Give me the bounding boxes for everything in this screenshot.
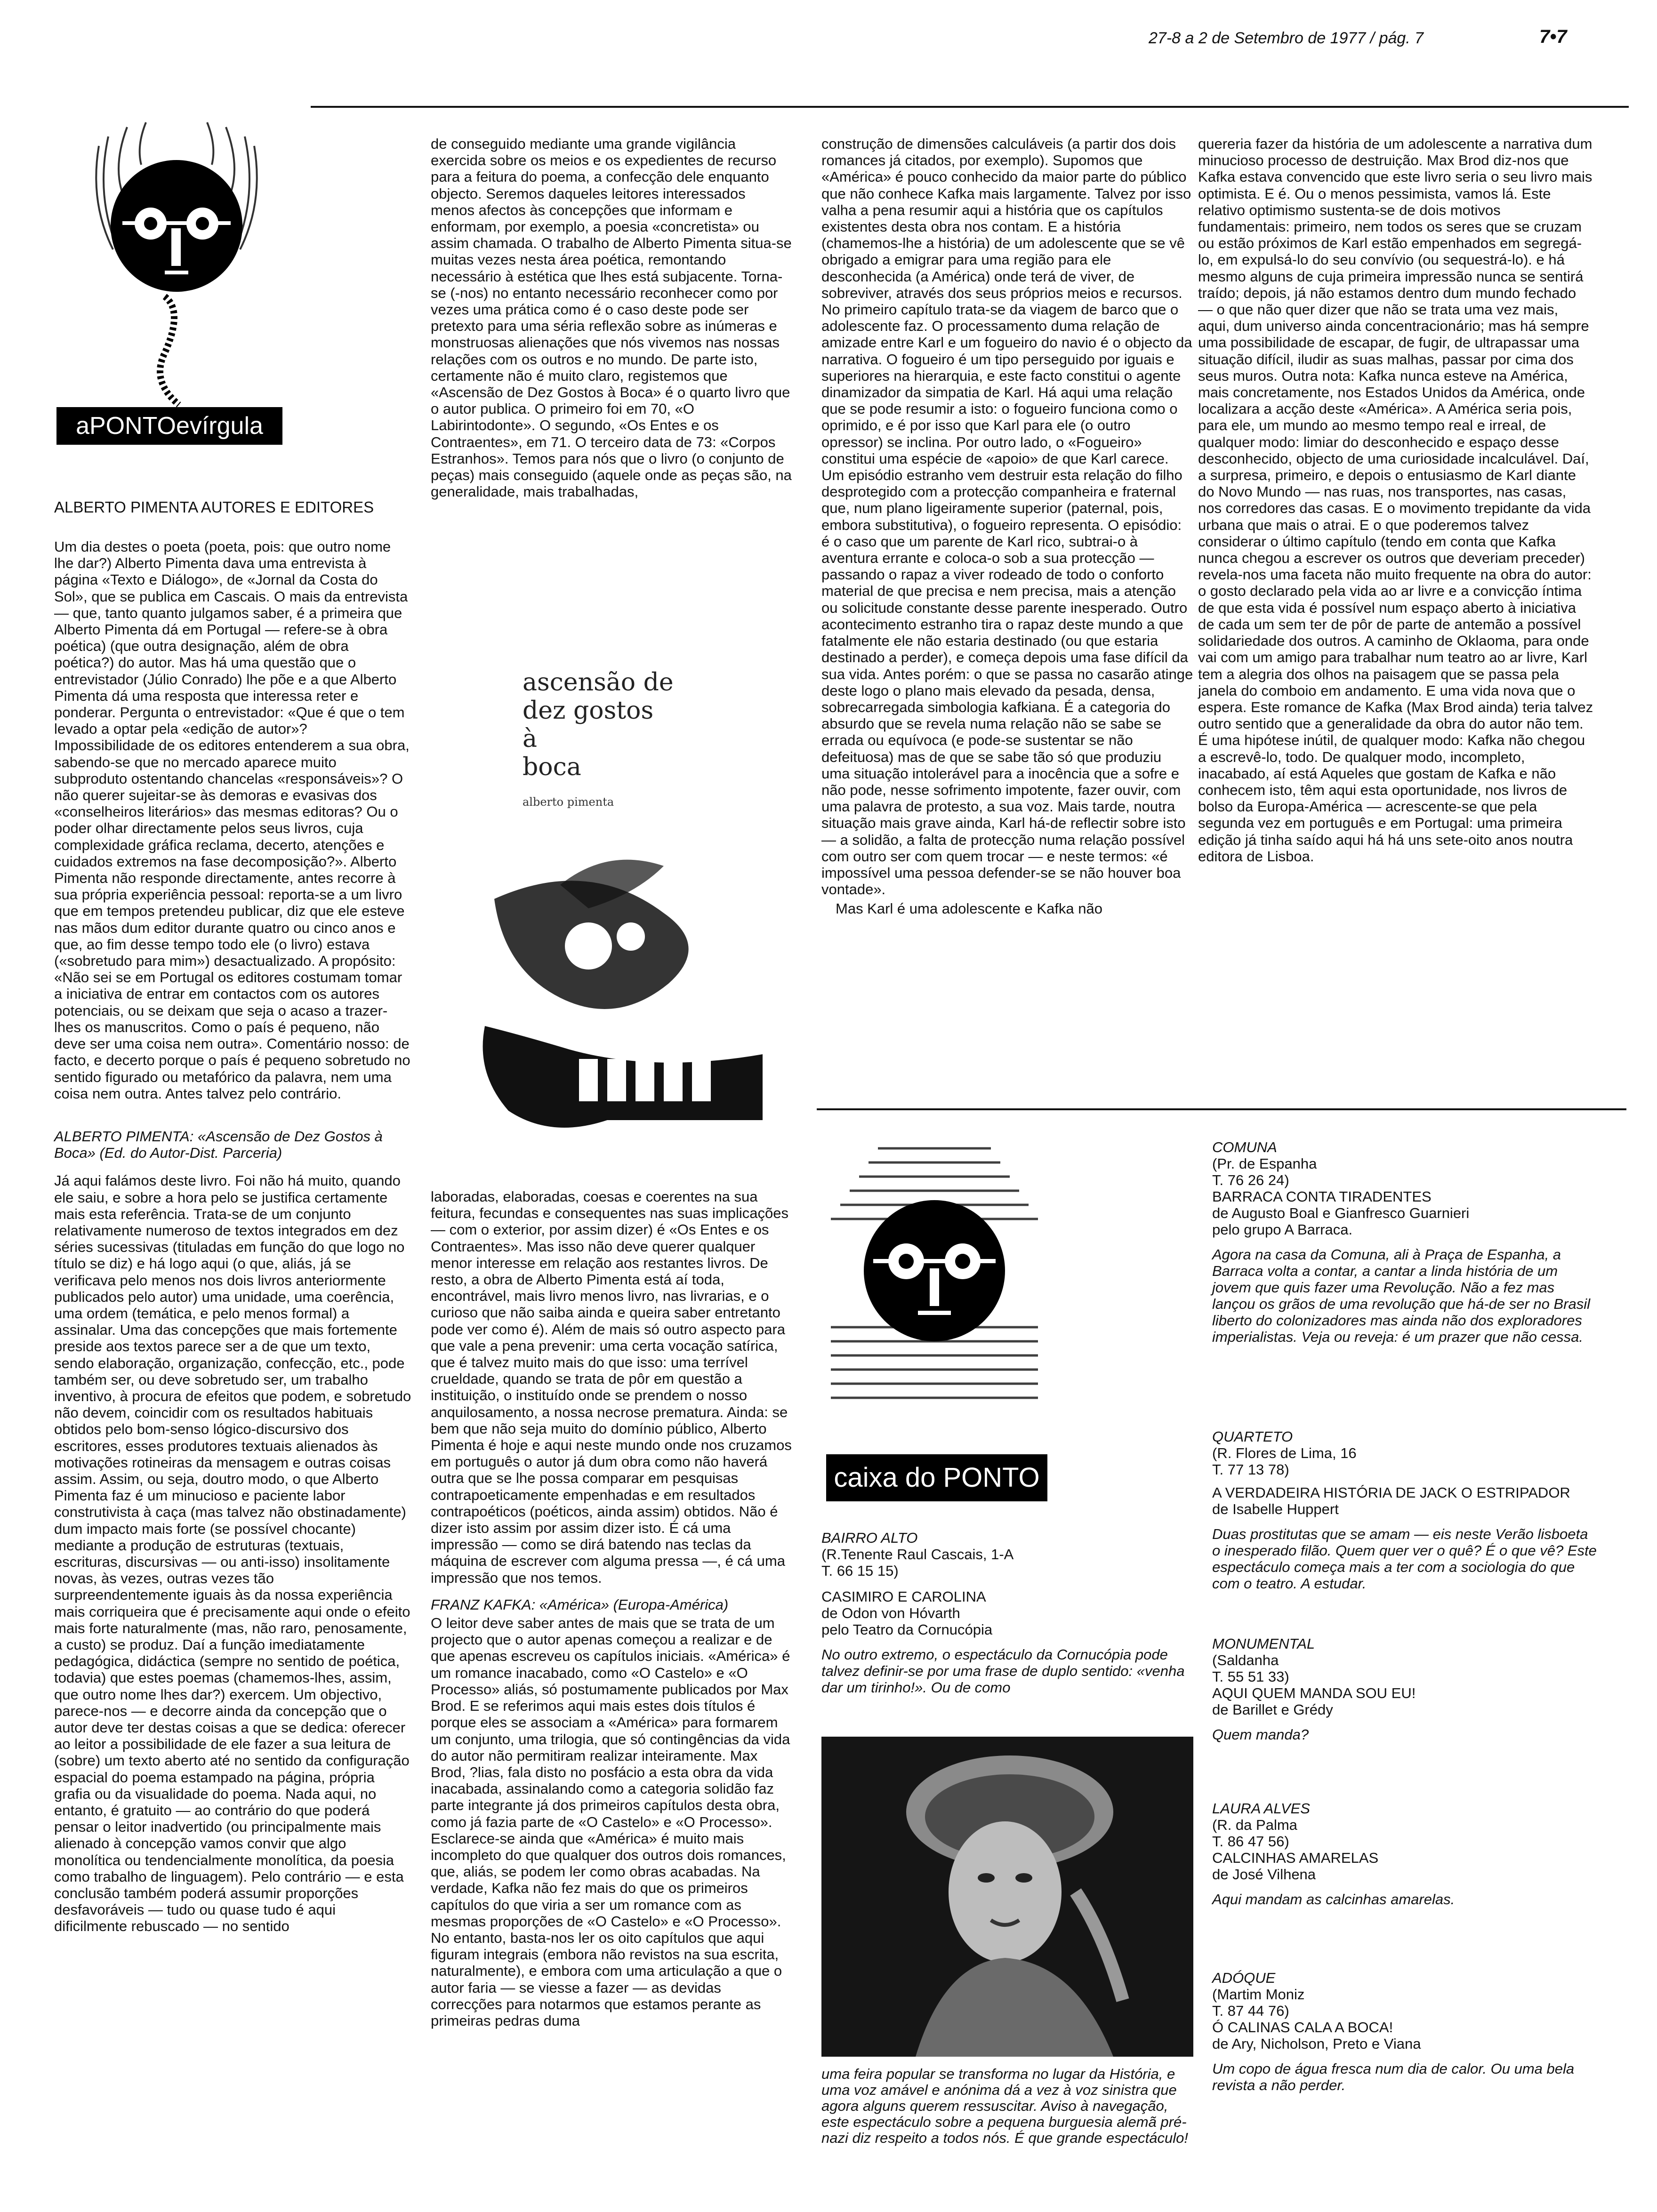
article-column-2-top: [431, 136, 793, 503]
show-credit: pelo Teatro da Cornucópia: [821, 1621, 993, 1638]
venue-phone: T. 87 44 76): [1212, 2003, 1289, 2019]
article-paragraph: Mas Karl é uma adolescente e Kafka não: [836, 900, 1102, 917]
venue-name: MONUMENTAL: [1212, 1635, 1315, 1652]
section-logo-label: aPONTOevírgula: [56, 407, 282, 445]
article-paragraph: construção de dimensões calculáveis (a partir dos dois romances já citados, por exemplo). Supomos que «América» é pouco conhecido da maior parte do público que não conhece Kafka mais largamente. Talvez por isso valha a pena resumir aqui a história que os capítulos existentes desta obra nos contam. E a história (chamemos-lhe a história) de um adolescente que se vê obrigado a emigrar para uma região para ele desconhecida (a América) onde terá de viver, de sobreviver, através dos seus próprios meios e recursos. No primeiro capítulo trata-se da viagem de barco que o adolescente faz. O processamento duma relação de amizade entre Karl e um fogueiro do navio é o objecto da narrativa. O fogueiro é um tipo perseguido por iguais e superiores na hierarquia, e este facto constitui o agente dinamizador da simpatia de Karl. Há aqui uma relação que se pode resumir a isto: o fogueiro funciona como o oprimido, e é por isso que Karl para ele (o outro opressor) se inclina. Por outro lado, o «Fogueiro» constitui uma espécie de «apoio» de que Karl carece. Um episódio estranho vem destruir esta relação do filho desprotegido com a protecção companheira e fraternal que, num plano ligeiramente superior (paternal, pois, embora substitutiva), o fogueiro representa. O episódio: é o caso que um parente de Karl rico, subtrai-o à aventura errante e coloca-o sob a sua protecção — passando o rapaz a viver rodeado de todo o conforto material de que precisa e nem precisa, mais a atenção ou solicitude constante desse parente inesperado. Outro acontecimento estranho tira o rapaz deste mundo a que fatalmente ele não estaria destinado (ou que estaria destinado a perder), e começa depois uma fase difícil da sua vida. Antes porém: o que se passa no casarão atinge deste logo o plano mais elevado da pesada, densa, sobrecarregada simbologia kafkiana. É a categoria do absurdo que se revela numa relação não se sabe se errada ou equívoca (e pode-se sustentar se não defeituosa) mas de que se sabe tão só que produziu uma situação intolerável para a inocência que a sofre e não pode, nesse sofrimento impotente, fazer ouvir, com uma palavra de protesto, a sua voz. Mais tarde, noutra situação mais grave ainda, Karl há-de reflectir sobre isto — a solidão, a falta de protecção numa relação possível com outro ser com quem trocar — e neste termos: «é impossível uma pessoa defender-se se não houver boa vontade».: [821, 136, 1193, 898]
venue-name: LAURA ALVES: [1212, 1800, 1310, 1817]
section-divider: [817, 1108, 1626, 1110]
theatre-listing: [1212, 1428, 1598, 1592]
show-credit: de José Vilhena: [1212, 1866, 1316, 1883]
show-description: No outro extremo, o espectáculo da Cornucópia pode talvez definir-se por uma frase de duplo sentido: «venha dar um tirinho!». Ou de como: [821, 1646, 1185, 1696]
show-description: Duas prostitutas que se amam — eis neste Verão lisboeta o inesperado filão. Quem quer ver o quê? É o que vê? Este espectáculo começa mais a ter com a sociologia do que com o teatro. A estudar.: [1212, 1526, 1597, 1592]
review-heading: ALBERTO PIMENTA: «Ascensão de Dez Gostos à Boca» (Ed. do Autor-Dist. Parceria): [54, 1128, 383, 1162]
show-description: Quem manda?: [1212, 1726, 1309, 1743]
show-credit: de Ary, Nicholson, Preto e Viana: [1212, 2036, 1421, 2052]
review-paragraph: O leitor deve saber antes de mais que se trata de um projecto que o autor apenas começou a realizar e de que apenas escreveu os capítulos iniciais. «América» é um romance inacabado, como «O Castelo» e «O Processo» aliás, só postumamente publicados por Max Brod. E se referimos aqui mais estes dois títulos é porque eles se associam a «América» para formarem um conjunto, uma trilogia, que só contingências da vida do autor não permitiram realizar inteiramente. Max Brod, ?lias, fala disto no posfácio a esta obra da vida inacabada, assinalando como a categoria solidão faz parte integrante já dos primeiros capítulos desta obra, como já fazia parte de «O Castelo» e «O Processo». Esclarece-se ainda que «América» é muito mais incompleto do que qualquer dos outros dois romances, que, aliás, se podem ler como obras acabadas. Na verdade, Kafka não fez mais do que os primeiros capítulos do que viria a ser um romance com as mesmas proporções de «O Castelo» e «O Processo». No entanto, basta-nos ler os oito capítulos que aqui figuram integrais (embora não revistos na sua escrita, naturalmente), e embora com uma articulação a que o autor faria — se viesse a fazer — as devidas correcções para notarmos que estamos perante as primeiras pedras duma: [431, 1615, 790, 2029]
article-paragraph: de conseguido mediante uma grande vigilância exercida sobre os meios e os expedientes de recurso para a feitura do poema, a confecção dele enquanto objecto. Seremos daqueles leitores interessados menos afectos às concepções que informam e enformam, por exemplo, a poesia «concretista» ou assim chamada. O trabalho de Alberto Pimenta situa-se muitas vezes nesta área poética, remontando necessário à estética que lhes está subjacente. Torna-se (-nos) no entanto necessário reconhecer como por vezes uma prática como é o caso deste pode ser pretexto para uma séria reflexão sobre as inúmeras e monstruosas alienações que nós vivemos nas nossas relações com os outros e no mundo. De parte isto, certamente não é muito claro, registemos que «Ascensão de Dez Gostos à Boca» é o quarto livro que o autor publica. O primeiro foi em 70, «O Labirintodonte». O segundo, «Os Entes e os Contraentes», em 71. O terceiro data de 73: «Corpos Estranhos». Temos para nós que o livro (o conjunto de peças) mais conseguido (aquele onde as peças são, na generalidade, mais trabalhadas,: [431, 136, 792, 500]
show-description: Aqui mandam as calcinhas amarelas.: [1212, 1891, 1455, 1907]
show-description: Agora na casa da Comuna, ali à Praça de Espanha, a Barraca volta a contar, a cantar a linda história de um jovem que quis fazer uma Revolução. Não a fez mas lançou os grãos de uma revolução que há-de ser no Brasil liberto do colonizadores mas ainda não dos exploradores imperialistas. Veja ou reveja: é um prazer que não cessa.: [1212, 1246, 1591, 1345]
caixa-ponto-logo: [821, 1130, 1047, 1459]
show-credit: de Isabelle Huppert: [1212, 1501, 1339, 1517]
theatre-listing: [1212, 1635, 1598, 1743]
venue-phone: T. 86 47 56): [1212, 1833, 1289, 1850]
venue-name: BAIRRO ALTO: [821, 1530, 918, 1546]
theatre-listing: [1212, 1800, 1598, 1907]
article-paragraph: laboradas, elaboradas, coesas e coerentes na sua feitura, fecundas e consequentes nas suas implicações — com o exterior, por assim dizer) é «Os Entes e os Contraentes». Mas isso não deve querer qualquer menor interesse em relação aos restantes livros. De resto, a obra de Alberto Pimenta está aí toda, encontrável, mais livro menos livro, nas livrarias, e o curioso que não saiba ainda e queira saber entretanto pode ver como é). Além de mais só outro aspecto para que vale a pena prevenir: uma certa vocação satírica, que é talvez muito mais do que isso: uma terrível crueldade, quando se trata de pôr em questão a instituição, o instituído onde se prendem o nosso anquilosamento, a nossa necrose prematura. Ainda: se bem que não seja muito do domínio público, Alberto Pimenta é hoje e aqui neste mundo onde nos cruzamos em português o autor já dum obra como não haverá outra que se lhe possa comparar em pesquisas contrapoeticamente empenhadas e em resultados contrapoéticos (poéticos, ainda assim) obtidos. Não é dizer isto assim por assim dizer isto. É cá uma impressão — como se dirá batendo nas teclas da máquina de escrever com alguma pressa —, é cá uma impressão que nos temos.: [431, 1188, 792, 1586]
book-title-line: à: [523, 725, 538, 753]
venue-address: (R. da Palma: [1212, 1817, 1297, 1833]
venue-address: (R.Tenente Raul Cascais, 1-A: [821, 1546, 1014, 1563]
caixa-ponto-label: caixa do PONTO: [826, 1454, 1047, 1501]
venue-phone: T. 55 51 33): [1212, 1668, 1289, 1685]
venue-name: COMUNA: [1212, 1139, 1277, 1155]
book-title-line: boca: [523, 753, 581, 781]
show-title: CASIMIRO E CAROLINA: [821, 1588, 986, 1605]
venue-address: (Saldanha: [1212, 1652, 1279, 1668]
article-paragraph: Um dia destes o poeta (poeta, pois: que outro nome lhe dar?) Alberto Pimenta dava uma entrevista à página «Texto e Diálogo», de «Jornal da Costa do Sol», que se publica em Cascais. O mais da entrevista — que, tanto quanto julgamos saber, é a primeira que Alberto Pimenta dá em Portugal — refere-se à obra poética) (que outra designação, além de obra poética?) do autor. Mas há uma questão que o entrevistador (Júlio Conrado) lhe põe e a que Alberto Pimenta dá uma resposta que interessa reter e ponderar. Pergunta o entrevistador: «Que é que o tem levado a optar pela «edição de autor»? Impossibilidade de os editores entenderem a sua obra, sabendo-se que no mercado aparece muito subproduto ostentando chancelas «responsáveis»? O não querer sujeitar-se às demoras e evasivas dos «conselheiros literários» das mesmas editoras? Ou o poder olhar directamente pelos seus livros, cuja complexidade gráfica reclama, decerto, atenções e cuidados extremos na fase decomposição?». Alberto Pimenta não responde directamente, antes recorre à sua própria experiência pessoal: reporta-se a um livro que em tempos pretendeu publicar, diz que ele esteve nas mãos dum editor durante quatro ou cinco anos e que, ao fim desse tempo todo ele (o livro) estava («sobretudo para mim») desactualizado. A propósito: «Não sei se em Portugal os editores costumam tomar a iniciativa de entrar em contactos com os autores potenciais, ou se deixam que seja o acaso a trazer-lhes os manuscritos. Como o país é pequeno, não deve ser uma coisa nem outra». Comentário nosso: de facto, e decerto porque o país é pequeno sobretudo no sentido figurado ou metafórico da palavra, nem uma coisa nem outra. Antes talvez pelo contrário.: [54, 538, 410, 1102]
theatre-photo: [821, 1737, 1193, 2057]
ponto-face-icon: [821, 1130, 1047, 1459]
venue-address: (R. Flores de Lima, 16: [1212, 1445, 1357, 1461]
venue-phone: T. 66 15 15): [821, 1563, 899, 1579]
article-column-3: [821, 136, 1193, 920]
photo-caption: uma feira popular se transforma no lugar da História, e uma voz amável e anónima dá a vez à voz sinistra que agora alguns querem ressuscitar. Aviso à navegação, este espectáculo sobre a pequena burguesia alemã pré-nazi diz respeito a todos nós. É que grande espectáculo!: [821, 2066, 1188, 2146]
show-credit: de Odon von Hóvarth: [821, 1605, 960, 1621]
theatre-listing: [1212, 1139, 1598, 1345]
show-title: Ó CALINAS CALA A BOCA!: [1212, 2019, 1393, 2036]
review-paragraph: Já aqui falámos deste livro. Foi não há muito, quando ele saiu, e sobre a hora pelo se justifica certamente mais esta referência. Trata-se de um conjunto relativamente numeroso de textos integrados em dez séries sucessivas (tituladas em função do que logo no título se diz) e há logo aqui (o que, aliás, já se verificava pelo menos nos dois livros anteriormente publicados pelo autor) uma unidade, uma coerência, uma ordem (temática, e pelo menos formal) a assinalar. Uma das concepções que mais fortemente preside aos textos parece ser a de que um texto, sendo elaboração, organização, confecção, etc., pode também ser, ou deve sobretudo ser, um trabalho inventivo, à procura de efeitos que podem, e sobretudo não devem, coincidir com os resultados habituais obtidos pelo bom-senso lógico-discursivo dos escritores, esses produtores textuais alienados às motivações rotineiras da mensagem e outras coisas assim. Assim, ou seja, doutro modo, o que Alberto Pimenta faz é um minucioso e paciente labor construtivista à caça (mas talvez não obstinadamente) dum impacto mais forte (se possível chocante) mediante a produção de estruturas (textuais, escrituras, discursivas — ou anti-isso) insolitamente novas, às vezes, outras vezes tão surpreendentemente iguais às da nossa experiência mais corriqueira que é precisamente aqui onde o efeito mais forte naturalmente (mas, não raro, penosamente, a custo) se produz. Daí a função imediatamente pedagógica, didáctica (sempre no sentido de poética, todavia) que estes poemas (chamemos-lhes, assim, que outro nome lhes dar?) exercem. Um objectivo, parece-nos — e decorre ainda da concepção que o autor deve ter destas coisas a que se dedica: oferecer ao leitor a possibilidade de ele fazer a sua leitura de (sobre) um texto aberto até no sentido da configuração espacial do poema estampado na página, própria grafia ou da visualidade do poema. Nada aqui, no entanto, é gratuito — ao contrário do que poderá pensar o leitor inadvertido (ou principalmente mais alienado à concepção vamos convir que algo monolítica ou tendencialmente monolítica, da poesia como trabalho de linguagem). Pelo contrário — e esta conclusão também poderá assumir proporções desfavoráveis — tudo ou quase tudo é aqui dificilmente rebuscado — no sentido: [54, 1172, 411, 1935]
article-paragraph: quereria fazer da história de um adolescente a narrativa dum minucioso processo de destruição. Max Brod diz-nos que Kafka estava convencido que este livro seria o seu livro mais optimista. E é. Ou o menos pessimista, vamos lá. Este relativo optimismo sustenta-se de dois motivos fundamentais: primeiro, nem todos os seres que se cruzam ou estão próximos de Karl estão empenhados em segregá-lo, em expulsá-lo do seu convívio (ou sequestrá-lo). e há mesmo alguns de cuja primeira impressão nunca se sentirá traído; depois, já não estamos dentro dum mundo fechado — o que não quer dizer que não se trata uma vez mais, aqui, dum universo ainda concentracionário; mas há sempre uma possibilidade de escapar, de fugir, de ultrapassar uma situação difícil, iludir as suas malhas, passar por cima dos seus muros. Outra nota: Kafka nunca esteve na América, mais concretamente, nos Estados Unidos da América, onde localizara a acção deste «América». A América seria pois, para ele, um mundo ao mesmo tempo real e irreal, de qualquer modo: limiar do desconhecido e espaço desse desconhecido, objecto de uma curiosidade incalculável. Daí, a surpresa, primeiro, e depois o entusiasmo de Karl diante do Novo Mundo — nas ruas, nos transportes, nas casas, nos corredores das casas. E o movimento trepidante da vida urbana que mais o atrai. E o que poderemos talvez considerar o último capítulo (tendo em conta que Kafka nunca chegou a escrever os outros que deveriam preceder) revela-nos uma faceta não muito frequente na obra do autor: o gosto declarado pela vida ao ar livre e a convicção íntima de que esta vida é possível num espaço aberto à iniciativa de cada um sem ter de pôr de parte de antemão a possível solidariedade dos outros. A caminho de Oklaoma, para onde vai com um amigo para trabalhar num teatro ao ar livre, Karl tem a alegria dos olhos na paisagem que se passa pela janela do comboio em andamento. E uma vida nova que o espera. Este romance de Kafka (Max Brod ainda) teria talvez outro sentido que a generalidade da obra do autor não tem. É uma hipótese inútil, de qualquer modo: Kafka não chegou a escrevê-lo, todo. De qualquer modo, incompleto, inacabado, aí está Aqueles que gostam de Kafka e não conhecem isto, têm aqui esta oportunidade, nos livros de bolso da Europa-América — acrescente-se que pela segunda vez em português e em Portugal: uma primeira edição já tinha saído aqui há há uns sete-oito anos noutra editora de Lisboa.: [1198, 136, 1593, 865]
theatre-listing: [821, 1530, 1193, 1696]
show-title: AQUI QUEM MANDA SOU EU!: [1212, 1685, 1416, 1701]
show-credit: de Barillet e Grédy: [1212, 1701, 1333, 1718]
book-author: alberto pimenta: [523, 795, 614, 809]
article-column-1: [54, 499, 412, 1938]
header-rule: [311, 106, 1629, 108]
venue-address: (Martim Moniz: [1212, 1986, 1305, 2003]
show-credit: pelo grupo A Barraca.: [1212, 1221, 1353, 1238]
venue-address: (Pr. de Espanha: [1212, 1155, 1317, 1172]
page-mark: 7•7: [1539, 26, 1567, 47]
article-column-2-bottom: [431, 1188, 793, 2032]
ponto-face-icon: [71, 108, 282, 409]
show-title: A VERDADEIRA HISTÓRIA DE JACK O ESTRIPADOR: [1212, 1484, 1570, 1501]
ponto-virgula-logo: [71, 108, 282, 409]
book-title-line: ascensão de: [523, 668, 674, 697]
show-title: BARRACA CONTA TIRADENTES: [1212, 1188, 1432, 1205]
show-description: Um copo de água fresca num dia de calor. Ou uma bela revista a não perder.: [1212, 2060, 1575, 2093]
show-title: CALCINHAS AMARELAS: [1212, 1850, 1379, 1866]
book-cover: [466, 640, 763, 1158]
cover-artwork: [466, 828, 763, 1158]
article-column-4: [1198, 136, 1593, 867]
theatre-listing: [1212, 1970, 1598, 2093]
issue-date: 27-8 a 2 de Setembro de 1977 / pág. 7: [1149, 29, 1424, 47]
venue-name: QUARTETO: [1212, 1428, 1293, 1445]
venue-name: ADÓQUE: [1212, 1970, 1276, 1986]
article-heading: ALBERTO PIMENTA AUTORES E EDITORES: [54, 498, 374, 516]
venue-phone: T. 76 26 24): [1212, 1172, 1289, 1188]
show-credit: de Augusto Boal e Gianfresco Guarnieri: [1212, 1205, 1470, 1221]
book-title-line: dez gostos: [523, 697, 654, 725]
review-heading: FRANZ KAFKA: «América» (Europa-América): [431, 1596, 729, 1613]
venue-phone: T. 77 13 78): [1212, 1461, 1289, 1478]
